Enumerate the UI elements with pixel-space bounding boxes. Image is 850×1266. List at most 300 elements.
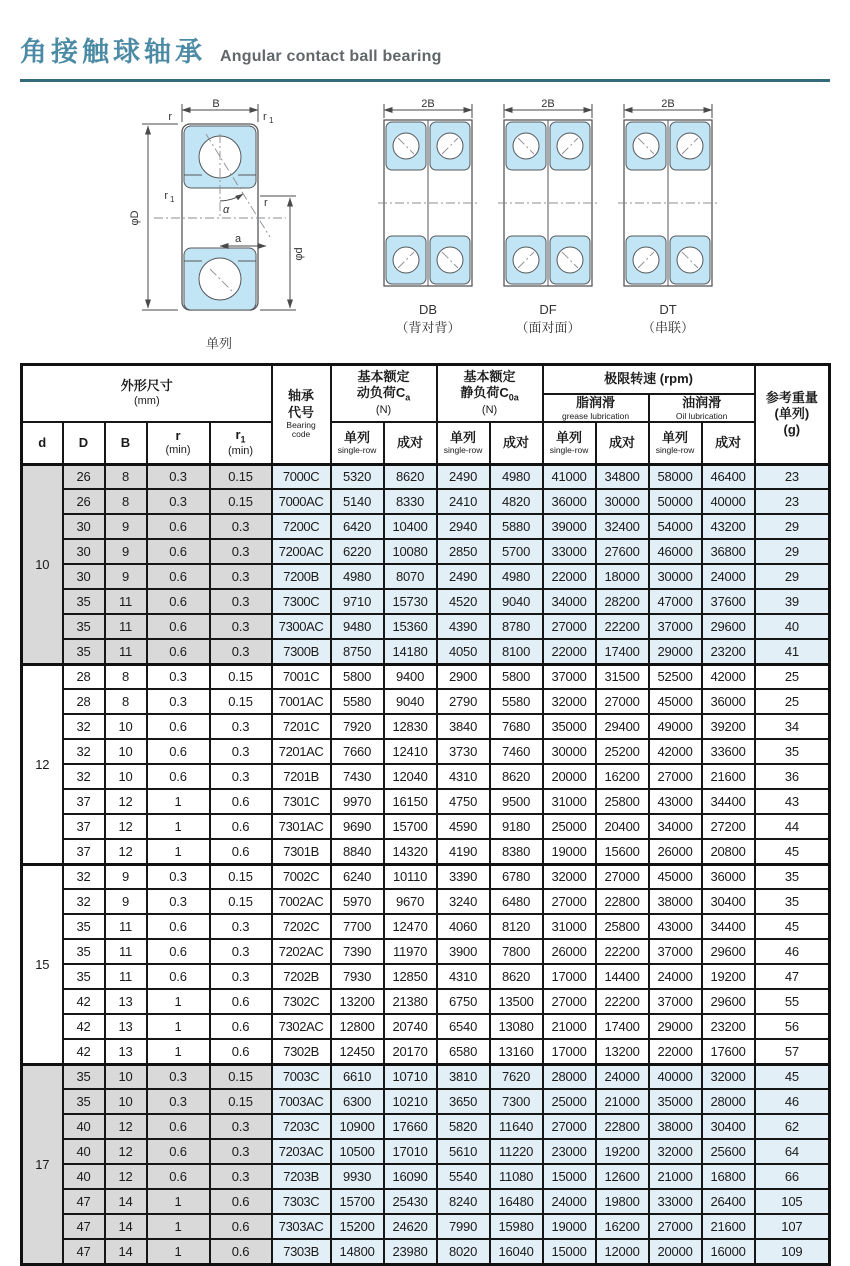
cell-weight: 34 [755, 714, 830, 739]
cell-r-min: 0.6 [147, 1114, 210, 1139]
cell-ca-single: 6420 [331, 514, 384, 539]
table-row [22, 664, 830, 689]
cell-D: 28 [63, 664, 105, 689]
dim-label-r1-topright: r [263, 111, 267, 123]
table-row [22, 789, 830, 814]
cell-ca-single: 7390 [331, 939, 384, 964]
table-row [22, 1014, 830, 1039]
single-row-bearing-diagram [120, 96, 318, 353]
cell-weight: 107 [755, 1214, 830, 1239]
cell-c0a-single: 6750 [437, 989, 490, 1014]
cell-oil-single: 45000 [649, 689, 702, 714]
cell-B: 12 [105, 1164, 147, 1189]
cell-weight: 35 [755, 739, 830, 764]
cell-B: 9 [105, 539, 147, 564]
cell-weight: 46 [755, 1089, 830, 1114]
cell-grease-paired: 32400 [596, 514, 649, 539]
cell-ca-paired: 12410 [384, 739, 437, 764]
cell-B: 14 [105, 1189, 147, 1214]
cell-oil-paired: 23200 [702, 1014, 755, 1039]
cell-oil-single: 33000 [649, 1189, 702, 1214]
cell-D: 32 [63, 889, 105, 914]
cell-bearing-code: 7303B [272, 1239, 331, 1264]
cell-oil-paired: 36800 [702, 539, 755, 564]
single-bearing-drawing-icon [120, 96, 318, 328]
pair-code-label: DT [659, 302, 677, 317]
cell-ca-single: 5800 [331, 664, 384, 689]
cell-grease-single: 37000 [543, 664, 596, 689]
cell-B: 13 [105, 1039, 147, 1064]
table-row [22, 1039, 830, 1064]
cell-bearing-code: 7303C [272, 1189, 331, 1214]
cell-oil-paired: 26400 [702, 1189, 755, 1214]
cell-grease-paired: 24000 [596, 1064, 649, 1089]
cell-B: 11 [105, 614, 147, 639]
cell-grease-single: 36000 [543, 489, 596, 514]
cell-ca-paired: 15360 [384, 614, 437, 639]
cell-r1-min: 0.6 [210, 1239, 272, 1264]
cell-c0a-paired: 15980 [490, 1214, 543, 1239]
table-header [22, 364, 830, 464]
cell-weight: 40 [755, 614, 830, 639]
cell-r-min: 0.6 [147, 1139, 210, 1164]
cell-c0a-paired: 7460 [490, 739, 543, 764]
cell-r1-min: 0.6 [210, 989, 272, 1014]
cell-bearing-code: 7001AC [272, 689, 331, 714]
cell-r1-min: 0.15 [210, 889, 272, 914]
table-row [22, 889, 830, 914]
cell-oil-paired: 24000 [702, 564, 755, 589]
cell-weight: 56 [755, 1014, 830, 1039]
pair-code-label: DF [539, 302, 557, 317]
cell-grease-paired: 28200 [596, 589, 649, 614]
cell-bearing-code: 7203C [272, 1114, 331, 1139]
cell-c0a-paired: 13500 [490, 989, 543, 1014]
cell-r1-min: 0.6 [210, 1039, 272, 1064]
cell-bearing-code: 7000C [272, 464, 331, 489]
cell-r1-min: 0.3 [210, 939, 272, 964]
cell-oil-paired: 21600 [702, 764, 755, 789]
cell-D: 26 [63, 489, 105, 514]
cell-grease-single: 26000 [543, 939, 596, 964]
titlebar [20, 30, 830, 69]
title-divider [20, 79, 830, 82]
pair-caption-label: （背对背） [395, 319, 461, 335]
cell-oil-single: 24000 [649, 964, 702, 989]
cell-bearing-code: 7002AC [272, 889, 331, 914]
cell-oil-paired: 29600 [702, 939, 755, 964]
cell-bearing-code: 7201AC [272, 739, 331, 764]
header-B: B [105, 422, 147, 464]
cell-grease-paired: 12600 [596, 1164, 649, 1189]
cell-r1-min: 0.3 [210, 714, 272, 739]
cell-oil-paired: 16800 [702, 1164, 755, 1189]
cell-grease-single: 25000 [543, 1089, 596, 1114]
dim-label-a: a [234, 233, 242, 245]
cell-grease-paired: 22200 [596, 989, 649, 1014]
table-row [22, 1239, 830, 1264]
cell-oil-single: 35000 [649, 1089, 702, 1114]
cell-r-min: 1 [147, 1239, 210, 1264]
table-row [22, 1064, 830, 1089]
cell-D: 35 [63, 939, 105, 964]
cell-oil-single: 43000 [649, 914, 702, 939]
cell-weight: 29 [755, 564, 830, 589]
cell-ca-paired: 23980 [384, 1239, 437, 1264]
cell-bearing-code: 7201C [272, 714, 331, 739]
cell-ca-single: 6240 [331, 864, 384, 889]
cell-c0a-single: 5540 [437, 1164, 490, 1189]
cell-c0a-paired: 6480 [490, 889, 543, 914]
cell-ca-single: 12450 [331, 1039, 384, 1064]
cell-bearing-code: 7302C [272, 989, 331, 1014]
cell-grease-paired: 19200 [596, 1139, 649, 1164]
cell-c0a-paired: 13160 [490, 1039, 543, 1064]
cell-bearing-code: 7300C [272, 589, 331, 614]
cell-c0a-single: 3650 [437, 1089, 490, 1114]
cell-c0a-paired: 8780 [490, 614, 543, 639]
cell-weight: 39 [755, 589, 830, 614]
table-row [22, 864, 830, 889]
cell-oil-paired: 29600 [702, 614, 755, 639]
cell-r-min: 0.3 [147, 1089, 210, 1114]
cell-r1-min: 0.3 [210, 1114, 272, 1139]
cell-grease-paired: 17400 [596, 639, 649, 664]
cell-oil-paired: 25600 [702, 1139, 755, 1164]
cell-weight: 43 [755, 789, 830, 814]
cell-grease-single: 19000 [543, 839, 596, 864]
cell-d-group: 10 [22, 464, 63, 664]
cell-ca-paired: 10710 [384, 1064, 437, 1089]
cell-oil-single: 37000 [649, 614, 702, 639]
cell-d-group: 15 [22, 864, 63, 1064]
cell-r1-min: 0.15 [210, 689, 272, 714]
header-ca-paired: 成对 [384, 422, 437, 464]
dim-label-alpha: α [223, 204, 230, 216]
cell-ca-paired: 10080 [384, 539, 437, 564]
cell-ca-paired: 12850 [384, 964, 437, 989]
header-bearing-code: 轴承 代号 Bearing code [272, 364, 331, 464]
cell-oil-single: 34000 [649, 814, 702, 839]
cell-bearing-code: 7001C [272, 664, 331, 689]
cell-c0a-single: 8020 [437, 1239, 490, 1264]
table-row [22, 1089, 830, 1114]
header-grease-lubrication: 脂润滑 grease lubrication [543, 394, 649, 422]
cell-c0a-paired: 7800 [490, 939, 543, 964]
cell-oil-paired: 16000 [702, 1239, 755, 1264]
cell-ca-paired: 24620 [384, 1214, 437, 1239]
cell-r1-min: 0.6 [210, 1014, 272, 1039]
cell-oil-paired: 40000 [702, 489, 755, 514]
cell-grease-single: 17000 [543, 964, 596, 989]
dim-label-B: B [212, 98, 220, 110]
cell-grease-paired: 25800 [596, 914, 649, 939]
cell-B: 11 [105, 589, 147, 614]
header-weight: 参考重量 (单列) (g) [755, 364, 830, 464]
cell-c0a-single: 2850 [437, 539, 490, 564]
cell-bearing-code: 7002C [272, 864, 331, 889]
cell-ca-paired: 9670 [384, 889, 437, 914]
cell-r1-min: 0.3 [210, 739, 272, 764]
header-grease-paired: 成对 [596, 422, 649, 464]
cell-c0a-paired: 4980 [490, 464, 543, 489]
cell-grease-paired: 22800 [596, 1114, 649, 1139]
cell-r1-min: 0.15 [210, 1064, 272, 1089]
cell-weight: 55 [755, 989, 830, 1014]
cell-weight: 46 [755, 939, 830, 964]
cell-r1-min: 0.3 [210, 1164, 272, 1189]
cell-oil-single: 26000 [649, 839, 702, 864]
cell-r-min: 1 [147, 1214, 210, 1239]
dim-label-phid: φd [293, 247, 305, 261]
dim-label-r-topleft: r [168, 111, 172, 123]
cell-c0a-single: 2790 [437, 689, 490, 714]
cell-weight: 35 [755, 889, 830, 914]
cell-B: 11 [105, 939, 147, 964]
cell-weight: 29 [755, 514, 830, 539]
cell-r1-min: 0.15 [210, 864, 272, 889]
cell-ca-single: 10500 [331, 1139, 384, 1164]
cell-D: 32 [63, 764, 105, 789]
cell-ca-paired: 9400 [384, 664, 437, 689]
page-title: 角接触球轴承 [20, 37, 206, 67]
cell-oil-single: 50000 [649, 489, 702, 514]
cell-c0a-paired: 9040 [490, 589, 543, 614]
svg-text:1: 1 [170, 195, 175, 204]
cell-oil-paired: 32000 [702, 1064, 755, 1089]
cell-c0a-single: 2490 [437, 564, 490, 589]
table-row [22, 614, 830, 639]
cell-B: 8 [105, 689, 147, 714]
cell-c0a-paired: 7300 [490, 1089, 543, 1114]
cell-weight: 64 [755, 1139, 830, 1164]
cell-d-group: 12 [22, 664, 63, 864]
cell-c0a-paired: 16480 [490, 1189, 543, 1214]
cell-grease-paired: 27600 [596, 539, 649, 564]
cell-bearing-code: 7201B [272, 764, 331, 789]
header-oil-single: 单列 single-row [649, 422, 702, 464]
cell-r-min: 0.6 [147, 1164, 210, 1189]
cell-ca-single: 7920 [331, 714, 384, 739]
cell-ca-single: 9480 [331, 614, 384, 639]
cell-ca-single: 7700 [331, 914, 384, 939]
cell-r1-min: 0.6 [210, 814, 272, 839]
cell-grease-single: 39000 [543, 514, 596, 539]
cell-ca-single: 14800 [331, 1239, 384, 1264]
table-row [22, 1164, 830, 1189]
cell-grease-single: 27000 [543, 1114, 596, 1139]
cell-D: 26 [63, 464, 105, 489]
table-row [22, 814, 830, 839]
cell-c0a-single: 4060 [437, 914, 490, 939]
cell-ca-paired: 21380 [384, 989, 437, 1014]
cell-r-min: 0.6 [147, 714, 210, 739]
cell-bearing-code: 7301C [272, 789, 331, 814]
cell-c0a-single: 6540 [437, 1014, 490, 1039]
cell-ca-single: 7430 [331, 764, 384, 789]
cell-r-min: 1 [147, 1014, 210, 1039]
cell-weight: 25 [755, 689, 830, 714]
cell-grease-paired: 22200 [596, 939, 649, 964]
cell-B: 11 [105, 639, 147, 664]
cell-oil-paired: 28000 [702, 1089, 755, 1114]
dim-label-phiD: φD [129, 210, 141, 226]
cell-c0a-single: 3840 [437, 714, 490, 739]
cell-D: 37 [63, 789, 105, 814]
cell-oil-single: 47000 [649, 589, 702, 614]
cell-r-min: 0.3 [147, 664, 210, 689]
header-c0a-single: 单列 single-row [437, 422, 490, 464]
cell-r-min: 0.6 [147, 564, 210, 589]
cell-ca-paired: 10210 [384, 1089, 437, 1114]
cell-oil-single: 43000 [649, 789, 702, 814]
cell-grease-single: 25000 [543, 814, 596, 839]
cell-bearing-code: 7300AC [272, 614, 331, 639]
paired-bearing-diagram-dt [616, 98, 720, 336]
cell-oil-paired: 33600 [702, 739, 755, 764]
cell-oil-single: 29000 [649, 1014, 702, 1039]
cell-c0a-paired: 8620 [490, 764, 543, 789]
cell-c0a-single: 4310 [437, 964, 490, 989]
cell-c0a-single: 2490 [437, 464, 490, 489]
cell-oil-single: 54000 [649, 514, 702, 539]
cell-grease-single: 15000 [543, 1164, 596, 1189]
cell-c0a-paired: 8120 [490, 914, 543, 939]
table-row [22, 989, 830, 1014]
cell-B: 10 [105, 764, 147, 789]
cell-oil-single: 40000 [649, 1064, 702, 1089]
cell-D: 28 [63, 689, 105, 714]
paired-bearing-diagram-db [376, 98, 480, 336]
cell-c0a-paired: 5700 [490, 539, 543, 564]
cell-r-min: 1 [147, 1039, 210, 1064]
cell-ca-paired: 10110 [384, 864, 437, 889]
cell-ca-paired: 16150 [384, 789, 437, 814]
cell-ca-single: 5580 [331, 689, 384, 714]
table-row [22, 639, 830, 664]
cell-ca-paired: 8330 [384, 489, 437, 514]
header-oil-lubrication: 油润滑 Oil lubrication [649, 394, 755, 422]
cell-oil-paired: 29600 [702, 989, 755, 1014]
cell-oil-single: 32000 [649, 1139, 702, 1164]
dim-label-r-right: r [264, 197, 268, 209]
cell-bearing-code: 7000AC [272, 489, 331, 514]
header-oil-paired: 成对 [702, 422, 755, 464]
header-r1-min: $r_1$ (min) [210, 422, 272, 464]
cell-bearing-code: 7202AC [272, 939, 331, 964]
cell-D: 37 [63, 814, 105, 839]
cell-oil-single: 30000 [649, 564, 702, 589]
cell-c0a-single: 2940 [437, 514, 490, 539]
cell-grease-paired: 29400 [596, 714, 649, 739]
cell-weight: 66 [755, 1164, 830, 1189]
cell-c0a-single: 4520 [437, 589, 490, 614]
cell-oil-single: 37000 [649, 939, 702, 964]
cell-weight: 45 [755, 914, 830, 939]
cell-c0a-paired: 6780 [490, 864, 543, 889]
cell-bearing-code: 7301AC [272, 814, 331, 839]
table-row [22, 514, 830, 539]
cell-c0a-single: 8240 [437, 1189, 490, 1214]
cell-r1-min: 0.6 [210, 1214, 272, 1239]
cell-ca-paired: 25430 [384, 1189, 437, 1214]
cell-D: 35 [63, 964, 105, 989]
cell-c0a-single: 4050 [437, 639, 490, 664]
cell-oil-paired: 36000 [702, 689, 755, 714]
cell-oil-paired: 34400 [702, 789, 755, 814]
cell-oil-single: 42000 [649, 739, 702, 764]
cell-r-min: 0.6 [147, 964, 210, 989]
cell-r-min: 1 [147, 839, 210, 864]
cell-grease-single: 22000 [543, 564, 596, 589]
cell-D: 30 [63, 539, 105, 564]
cell-r-min: 1 [147, 814, 210, 839]
cell-D: 30 [63, 564, 105, 589]
cell-ca-paired: 20170 [384, 1039, 437, 1064]
cell-ca-single: 9930 [331, 1164, 384, 1189]
header-d: d [22, 422, 63, 464]
cell-bearing-code: 7003C [272, 1064, 331, 1089]
cell-c0a-paired: 11220 [490, 1139, 543, 1164]
cell-oil-paired: 27200 [702, 814, 755, 839]
cell-ca-paired: 17010 [384, 1139, 437, 1164]
cell-D: 37 [63, 839, 105, 864]
cell-c0a-paired: 4980 [490, 564, 543, 589]
cell-grease-paired: 17400 [596, 1014, 649, 1039]
single-diagram-caption: 单列 [205, 336, 232, 351]
cell-ca-single: 15700 [331, 1189, 384, 1214]
cell-c0a-single: 4390 [437, 614, 490, 639]
cell-weight: 47 [755, 964, 830, 989]
cell-oil-single: 38000 [649, 1114, 702, 1139]
cell-r1-min: 0.15 [210, 464, 272, 489]
cell-c0a-paired: 5580 [490, 689, 543, 714]
cell-r-min: 0.3 [147, 889, 210, 914]
bearing-spec-table [20, 363, 831, 1266]
cell-grease-single: 21000 [543, 1014, 596, 1039]
cell-oil-single: 22000 [649, 1039, 702, 1064]
cell-r1-min: 0.3 [210, 614, 272, 639]
cell-c0a-single: 6580 [437, 1039, 490, 1064]
table-row [22, 564, 830, 589]
cell-grease-single: 27000 [543, 989, 596, 1014]
cell-weight: 105 [755, 1189, 830, 1214]
cell-grease-paired: 12000 [596, 1239, 649, 1264]
cell-r-min: 0.6 [147, 939, 210, 964]
cell-B: 9 [105, 514, 147, 539]
table-row [22, 539, 830, 564]
cell-bearing-code: 7301B [272, 839, 331, 864]
cell-c0a-single: 4590 [437, 814, 490, 839]
cell-r1-min: 0.3 [210, 639, 272, 664]
cell-D: 42 [63, 989, 105, 1014]
cell-c0a-single: 7990 [437, 1214, 490, 1239]
cell-D: 47 [63, 1214, 105, 1239]
cell-oil-paired: 42000 [702, 664, 755, 689]
cell-B: 13 [105, 989, 147, 1014]
cell-c0a-paired: 11080 [490, 1164, 543, 1189]
cell-oil-single: 27000 [649, 764, 702, 789]
cell-D: 35 [63, 1089, 105, 1114]
cell-grease-single: 20000 [543, 764, 596, 789]
cell-r-min: 0.6 [147, 614, 210, 639]
cell-c0a-paired: 16040 [490, 1239, 543, 1264]
cell-bearing-code: 7303AC [272, 1214, 331, 1239]
cell-ca-single: 5140 [331, 489, 384, 514]
cell-weight: 36 [755, 764, 830, 789]
cell-B: 12 [105, 839, 147, 864]
cell-r-min: 0.6 [147, 764, 210, 789]
